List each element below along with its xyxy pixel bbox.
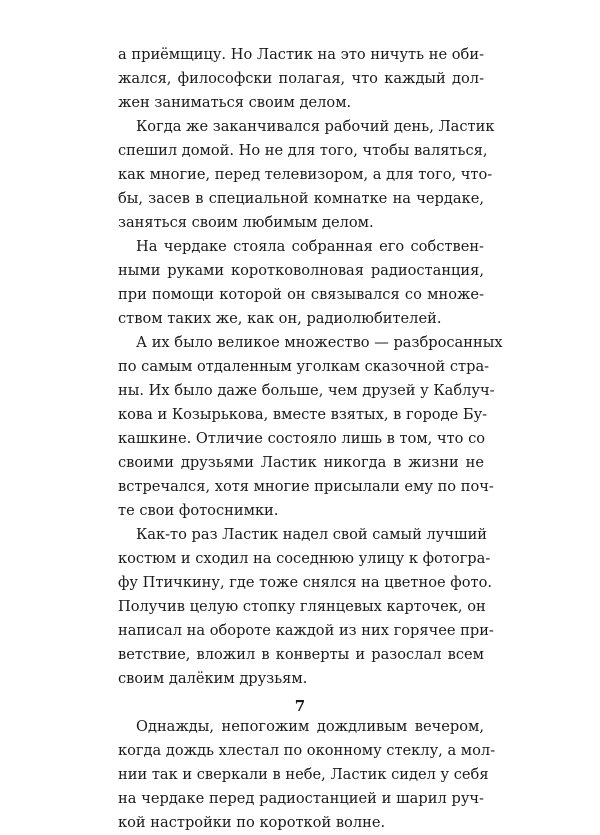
text-line: заняться своим любимым делом. xyxy=(118,214,374,231)
text-line: своим далёким друзьям. xyxy=(118,670,308,687)
text-line: при помощи которой он связывался со множе- xyxy=(118,286,484,303)
paragraph xyxy=(118,715,496,835)
text-line: Получив целую стопку глянцевых карточек, он xyxy=(118,598,486,615)
text-line: по самым отдаленным уголкам сказочной стра- xyxy=(118,358,490,375)
page-number: 7 xyxy=(294,697,306,715)
text-line: жен заниматься своим делом. xyxy=(118,94,352,111)
paragraph xyxy=(118,331,503,523)
body-text xyxy=(118,43,503,835)
text-line: своими друзьями Ластик никогда в жизни не xyxy=(118,454,484,471)
text-line: как многие, перед телевизором, а для того, что- xyxy=(118,166,493,183)
text-line: те свои фотоснимки. xyxy=(118,502,279,519)
text-line: Когда же заканчивался рабочий день, Ластик xyxy=(136,118,495,135)
paragraph xyxy=(118,235,484,331)
text-line: написал на обороте каждой из них горячее при- xyxy=(118,622,494,639)
text-line: кой настройки по короткой волне. xyxy=(118,814,386,831)
text-line: А их было великое множество — разбросанных xyxy=(136,334,503,351)
text-line: спешил домой. Но не для того, чтобы валяться, xyxy=(118,142,488,159)
text-line: на чердаке перед радиостанцией и шарил руч- xyxy=(118,790,484,807)
text-line: На чердаке стояла собранная его собствен- xyxy=(136,238,484,255)
text-line: бы, засев в специальной комнатке на чердаке, xyxy=(118,190,484,207)
text-line: Однажды, непогожим дождливым вечером, xyxy=(136,718,484,735)
text-line: Как-то раз Ластик надел свой самый лучший xyxy=(136,526,488,543)
text-line: а приёмщицу. Но Ластик на это ничуть не оби- xyxy=(118,46,484,63)
text-line: ством таких же, как он, радиолюбителей. xyxy=(118,310,442,327)
paragraph xyxy=(118,43,484,115)
text-line: ветствие, вложил в конверты и разослал всем xyxy=(118,646,484,663)
text-line: фу Птичкину, где тоже снялся на цветное фото. xyxy=(118,574,493,591)
text-line: костюм и сходил на соседнюю улицу к фотогра- xyxy=(118,550,491,567)
text-line: ными руками коротковолновая радиостанция, xyxy=(118,262,484,279)
text-line: кова и Козырькова, вместе взятых, в городе Бу- xyxy=(118,406,488,423)
text-line: жался, философски полагая, что каждый дол- xyxy=(118,70,484,87)
text-line: нии так и сверкали в небе, Ластик сидел у себя xyxy=(118,766,489,783)
text-line: встречался, хотя многие присылали ему по поч- xyxy=(118,478,494,495)
paragraph xyxy=(118,115,495,235)
text-line: ны. Их было даже больше, чем друзей у Каблуч- xyxy=(118,382,495,399)
text-line: кашкине. Отличие состояло лишь в том, что со xyxy=(118,430,486,447)
text-line: когда дождь хлестал по оконному стеклу, а мол- xyxy=(118,742,496,759)
paragraph xyxy=(118,523,494,691)
